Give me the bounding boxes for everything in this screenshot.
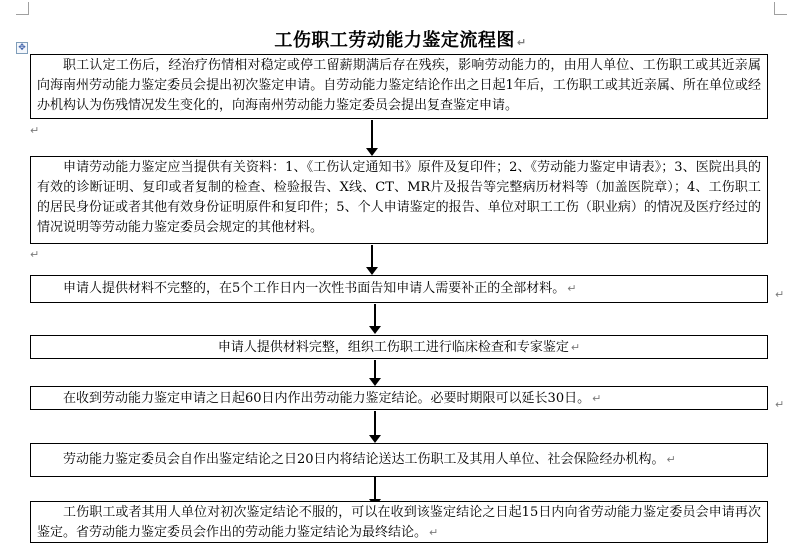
flow-step-1-text: 职工认定工伤后，经治疗伤情相对稳定或停工留薪期满后存在残疾，影响劳动能力的，由用人单位、工伤职工或其近亲属向海南州劳动能力鉴定委员会提出初次鉴定申请。自劳动能力鉴定结论作出之日起1年后，工伤职工或其近亲属、所在单位或经办机构认为伤残情况发生变化的，向海南州劳动能力鉴定委员会提出复查鉴定申请。: [37, 58, 761, 113]
paragraph-mark: ↵: [30, 124, 40, 137]
flow-step-4[interactable]: [30, 335, 768, 359]
flow-arrow-5: [369, 411, 381, 443]
flow-arrow-1: [366, 120, 378, 156]
paragraph-mark: ↵: [567, 282, 577, 295]
page-corner-mark-left: [16, 2, 29, 15]
flow-arrow-4: [369, 360, 381, 386]
paragraph-mark: ↵: [666, 453, 676, 466]
flow-step-4-text: 申请人提供材料完整，组织工伤职工进行临床检查和专家鉴定: [217, 340, 569, 355]
page-title: [0, 26, 801, 52]
flow-step-6[interactable]: [30, 443, 768, 477]
paragraph-mark: ↵: [775, 288, 785, 301]
flow-arrow-3: [369, 304, 381, 334]
flow-step-7[interactable]: [30, 501, 768, 543]
paragraph-mark: ↵: [570, 341, 581, 354]
flow-step-3[interactable]: [30, 275, 768, 303]
flow-step-5-text: 在收到劳动能力鉴定申请之日起60日内作出劳动能力鉴定结论。必要时期限可以延长30日。: [63, 391, 591, 406]
paragraph-mark: ↵: [30, 248, 40, 261]
flow-step-6-text: 劳动能力鉴定委员会自作出鉴定结论之日20日内将结论送达工伤职工及其用人单位、社会保险经办机构。: [63, 452, 665, 467]
flow-step-2[interactable]: [30, 156, 768, 244]
title-text: 工伤职工劳动能力鉴定流程图: [274, 30, 515, 51]
flow-step-3-text: 申请人提供材料不完整的，在5个工作日内一次性书面告知申请人需要补正的全部材料。: [63, 281, 566, 296]
paragraph-mark: ↵: [516, 36, 527, 49]
flow-step-7-text: 工伤职工或者其用人单位对初次鉴定结论不服的，可以在收到该鉴定结论之日起15日内向省劳动能力鉴定委员会申请再次鉴定。省劳动能力鉴定委员会作出的劳动能力鉴定结论为最终结论。: [37, 505, 761, 540]
paragraph-mark: ↵: [429, 526, 439, 539]
table-move-handle-icon[interactable]: ✥: [16, 42, 28, 54]
flow-step-5[interactable]: [30, 386, 768, 410]
paragraph-mark: ↵: [775, 398, 785, 411]
flow-arrow-2: [366, 245, 378, 275]
flow-step-2-text: 申请劳动能力鉴定应当提供有关资料：1、《工伤认定通知书》原件及复印件；2、《劳动能力鉴定申请表》；3、医院出具的有效的诊断证明、复印或者复制的检查、检验报告、X线、CT、MR片及报告等完整病历材料等（加盖医院章）；4、工伤职工的居民身份证或者其他有效身份证明原件和复印件；5、个人申请鉴定的报告、单位对职工工伤（职业病）的情况及医疗经过的情况说明等劳动能力鉴定委员会规定的其他材料。: [37, 160, 761, 235]
paragraph-mark: ↵: [592, 392, 602, 405]
flow-step-1[interactable]: [30, 54, 768, 119]
page-corner-mark-right: [774, 2, 787, 15]
